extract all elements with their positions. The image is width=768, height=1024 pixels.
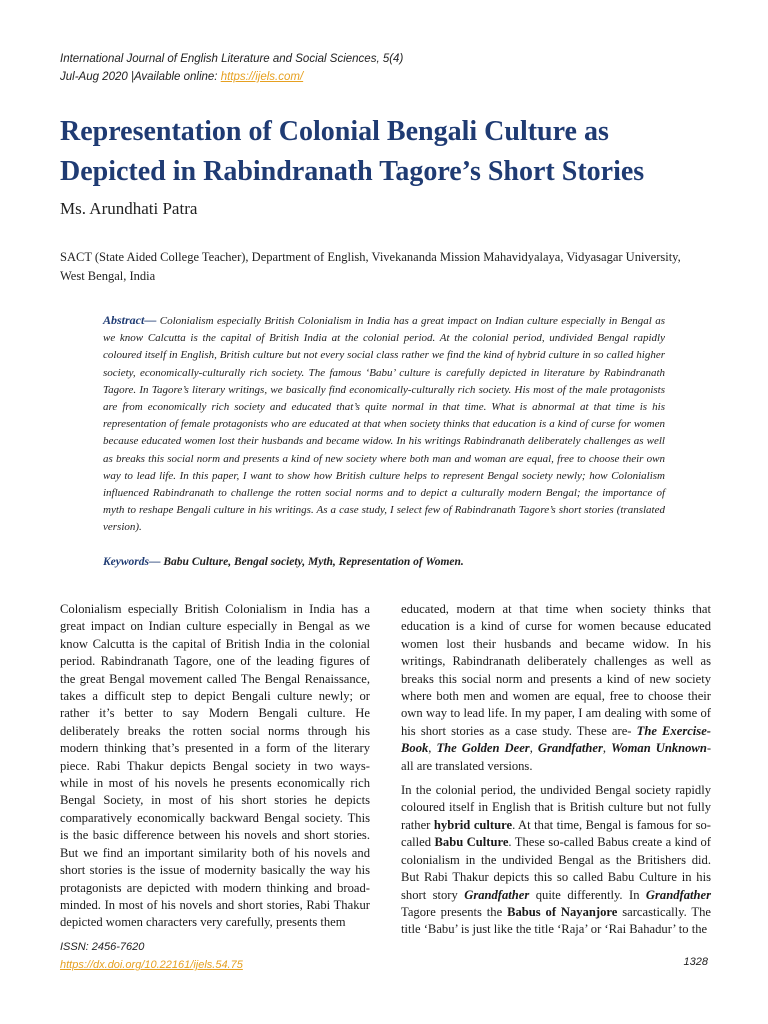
author-affiliation: SACT (State Aided College Teacher), Department of English, Vivekananda Mission Mahavidyalaya, Vidyasagar University, West Bengal, India	[60, 250, 681, 283]
separator: ,	[602, 741, 612, 756]
issn: ISSN: 2456-7620	[60, 941, 145, 953]
journal-issue	[60, 68, 403, 86]
paragraph-3-text: . At that time, Bengal is famous for so-called	[401, 817, 712, 850]
paragraph-3-text: . These so-called Babus create a kind of colonialism in the undivided Bengal as the Britishers did. But Rabi Thakur depicts this so called Babu Culture in his short story	[401, 835, 711, 902]
keywords	[103, 556, 665, 568]
journal-name: International Journal of English Literature and Social Sciences, 5(4)	[60, 53, 404, 65]
journal-url-link[interactable]: https://ijels.com/	[220, 71, 304, 83]
separator: ,	[428, 741, 437, 756]
journal-header	[60, 50, 403, 86]
story-title-grandfather: Grandfather	[537, 741, 603, 756]
keywords-text: Babu Culture, Bengal society, Myth, Representation of Women.	[160, 556, 464, 568]
story-title-exercise-book: The Exercise-Book	[401, 723, 711, 756]
story-title-grandfather-ref: Grandfather	[464, 887, 530, 902]
issue-text: Jul-Aug 2020 |Available online:	[60, 71, 221, 83]
keywords-label: Keywords—	[103, 556, 161, 568]
paragraph-2-text: educated, modern at that time when society thinks that education is a kind of curse for women because educated women lost their husbands and became widow. In his writings, Rabindranath deliberately challenges as well as breaks this social norm and presents a kind of new society where both men and women are equal, free to choose their own way to lead life. In my paper, I am dealing with some of his short stories as a case study. These are-	[401, 602, 711, 738]
paragraph-2-end: - all are translated versions.	[401, 741, 712, 773]
doi-link[interactable]: https://dx.doi.org/10.22161/ijels.54.75	[60, 959, 243, 971]
body-paragraph-1: Colonialism especially British Colonialism in India has a great impact on Indian culture especially in Bengal as we know Calcutta is the capital of British India in the colonial period. Rabindranath Tagore, one of the leading figures of the great Bengal movement called The Bengal Renaissance, takes a difficult step to depict Bengali culture newly; or rather it’s better to say Modern Bengali culture. He deliberately breaks the rotten social norms through his modern thinking that’s presented in a form of the literary piece. Rabi Thakur depicts Bengal society in two ways- while in most of his novels he presents economically rich Bengal Society, in most of his short stories he depicts comparatively economically backward Bengal society. This is the basic difference between his novels and short stories. But we find an important similarity both of his novels and short stories is the issue of modernity basically the way his protagonists are depicted with modern thinking and broad-minded. In most of his novels and short stories, Rabi Thakur depicted women characters very carefully, presents them	[60, 602, 370, 930]
paragraph-3-text: In the colonial period, the undivided Bengal society rapidly coloured itself in English that is British culture but not fully rather	[401, 783, 711, 832]
separator: ,	[529, 741, 538, 756]
author-name: Ms. Arundhati Patra	[60, 199, 198, 218]
story-title-woman-unknown: Woman Unknown	[611, 741, 707, 756]
term-babu-culture: Babu Culture	[434, 835, 509, 850]
term-babus-of-nayanjore: Babus of Nayanjore	[507, 904, 618, 919]
body-paragraph-2	[401, 601, 711, 775]
story-title-grandfather-ref: Grandfather	[645, 887, 711, 902]
body-paragraph-3	[401, 782, 711, 939]
abstract-text: Colonialism especially British Colonialism in India has a great impact on Indian culture especially in Bengal as we know Calcutta is the capital of British India at the colonial period. At the colonial period, undivided Bengal rapidly coloured itself in English, British culture but not every social class rather we find the kind of hybrid culture in so called higher society, economically-culturally rich society. The famous ‘Babu’ culture is carefully depicted in literature by Rabindranath Tagore. In Tagore’s literary writings, we basically find economically-culturally rich society. His most of the male protagonists are from economically rich society and educated that’s quite normal in that time. What is abnormal at that time is his representation of female protagonists who are educated at that when society thinks that education is a kind of curse for women because educated women lost their husbands and became widow. In his writings Rabindranath deliberately challenges as well as breaks this social norm and presents a kind of new society where both man and woman are equal, free to choose their own way to lead life. In this paper, I want to show how British culture helps to represent Bengal society newly; how Colonialism influenced Rabindranath to challenge the rotten social norms and to depict a culturally modern Bengal; the importance of myth to reshape Bengali culture in his writings. As a case study, I select few of Rabindranath Tagore’s short stories (translated version).	[103, 315, 665, 534]
story-title-golden-deer: The Golden Deer	[436, 741, 530, 756]
paragraph-3-text: quite differently. In	[529, 887, 646, 902]
paper-title: Representation of Colonial Bengali Culture as Depicted in Rabindranath Tagore’s Short Stories	[60, 116, 645, 187]
body-column-right	[401, 601, 711, 946]
paragraph-3-text: sarcastically. The title ‘Babu’ is just like the title ‘Raja’ or ‘Rai Bahadur’ to the	[401, 904, 712, 937]
abstract-label: Abstract—	[103, 313, 157, 327]
body-column-left	[60, 601, 370, 939]
page-number: 1328	[683, 956, 708, 968]
footer	[60, 938, 243, 974]
paragraph-3-text: Tagore presents the	[401, 904, 508, 919]
abstract	[103, 312, 665, 537]
term-hybrid-culture: hybrid culture	[433, 817, 513, 832]
